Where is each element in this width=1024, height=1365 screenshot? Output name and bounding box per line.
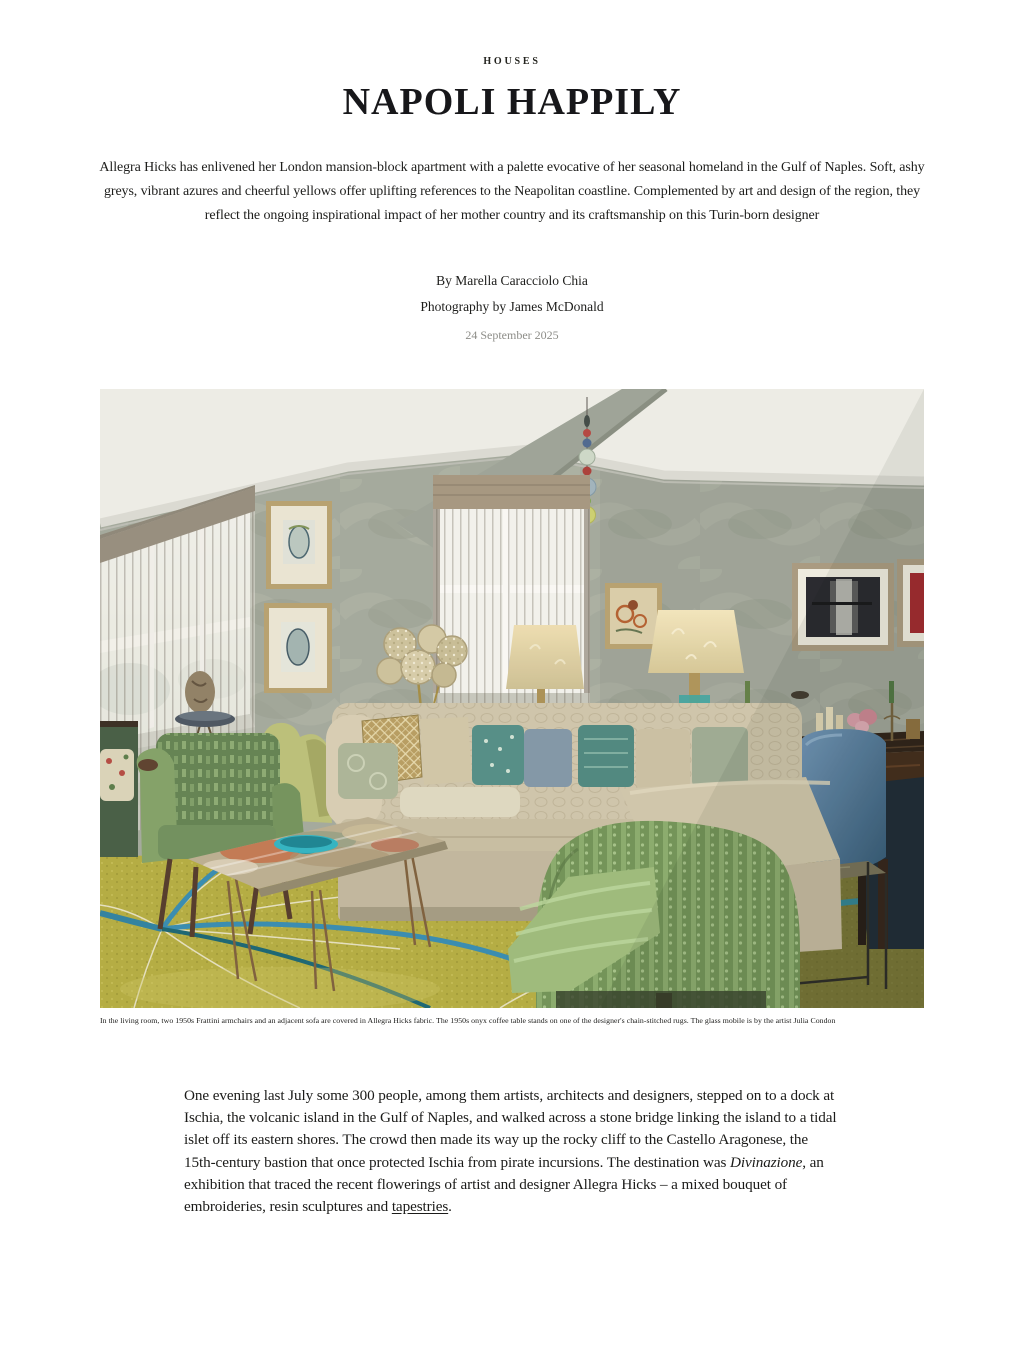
hero-figure <box>100 389 924 1025</box>
body-italic-title: Divinazione <box>729 1153 803 1171</box>
body-part1: One evening last July some 300 people, among them artists, architects and designers, stepped on to a dock at Ischia, the volcanic island in the Gulf of Naples, and walked across a stone bridge linking the island to a tidal islet off its eastern shores. The crowd then made its way up the rocky cliff to the Castello Aragonese, the 15th-century bastion that once protected Ischia from pirate incursions. The destination was <box>184 1086 837 1171</box>
page-title: NAPOLI HAPPILY <box>342 81 682 123</box>
body-part2: , an exhibition that traced the recent flowerings of artist and designer Allegra Hicks – a mixed bouquet of embroideries, resin sculptures and <box>184 1153 824 1216</box>
category-label: HOUSES <box>483 56 541 67</box>
publish-date: 24 September 2025 <box>465 327 559 342</box>
standfirst: Allegra Hicks has enlivened her London mansion-block apartment with a palette evocative of her seasonal homeland in the Gulf of Naples. Soft, ashy greys, vibrant azures and cheerful yellows offer uplifting references to the Neapolitan coastline. Complemented by art and design of the region, they reflect the ongoing inspirational impact of her mother country and its craftsmanship on this Turin-born designer <box>99 160 925 224</box>
body-part3: . <box>448 1198 452 1216</box>
byline: By Marella Caracciolo Chia <box>436 272 588 288</box>
tapestries-link[interactable]: tapestries <box>391 1198 449 1216</box>
photo-credit: Photography by James McDonald <box>420 298 604 314</box>
body-paragraph <box>184 1085 840 1219</box>
photo-caption: In the living room, two 1950s Frattini armchairs and an adjacent sofa are covered in Allegra Hicks fabric. The 1950s onyx coffee table stands on one of the designer's chain-stitched rugs. The glass mobile is by the artist Julia Condon <box>100 1015 836 1025</box>
living-room-photo <box>100 389 924 1008</box>
